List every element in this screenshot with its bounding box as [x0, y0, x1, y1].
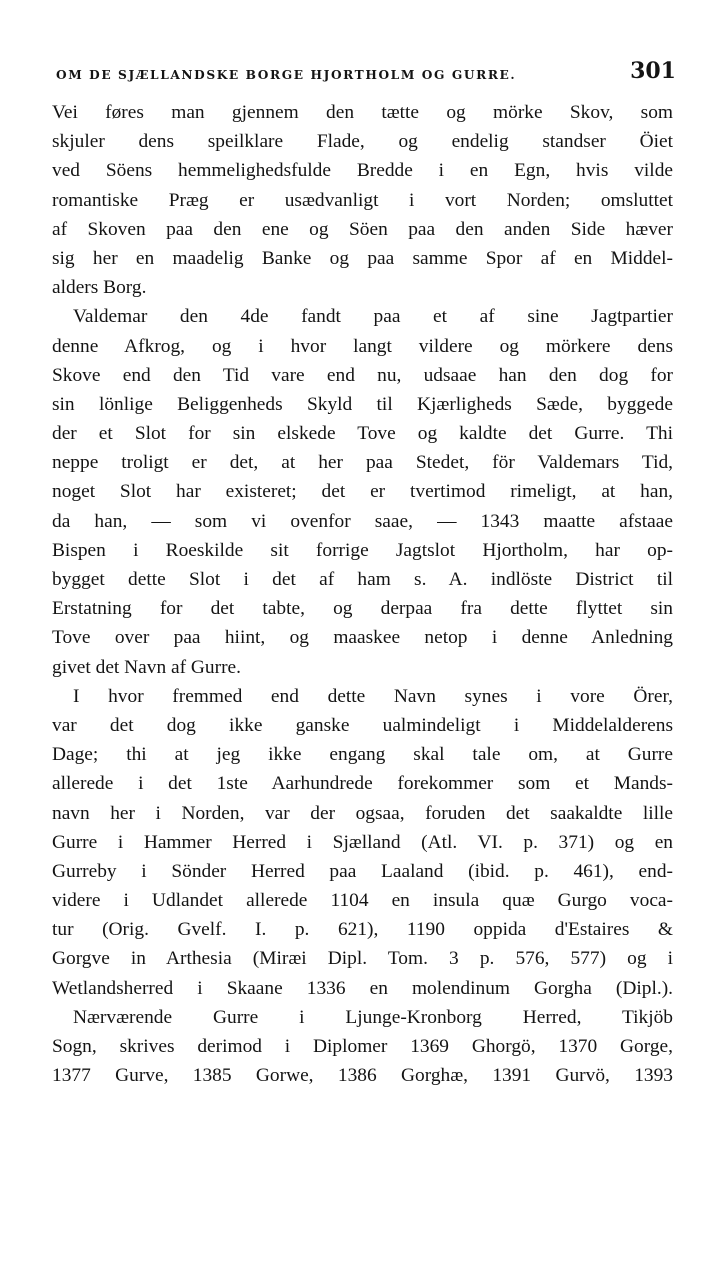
text-line: alders Borg.	[52, 277, 147, 299]
text-line: af Skoven paa den ene og Söen paa den anden Side hæver	[52, 218, 673, 240]
page-number: 301	[630, 58, 676, 84]
text-line: Wetlandsherred i Skaane 1336 en molendinum Gorgha (Dipl.).	[52, 977, 673, 999]
text-line: sig her en maadelig Banke og paa samme Spor af en Middel-	[52, 247, 673, 269]
text-line: noget Slot har existeret; det er tvertimod rimeligt, at han,	[52, 481, 673, 503]
text-line: bygget dette Slot i det af ham s. A. indlöste District til	[52, 569, 673, 590]
paragraph-start-line: Valdemar den 4de fandt paa et af sine Jagtpartier	[73, 306, 673, 328]
text-line: tur (Orig. Gvelf. I. p. 621), 1190 oppida d'Estaires &	[52, 919, 673, 941]
text-line: neppe troligt er det, at her paa Stedet, för Valdemars Tid,	[52, 452, 673, 474]
text-line: givet det Navn af Gurre.	[52, 656, 241, 678]
text-line: Skove end den Tid vare end nu, udsaae han den dog for	[52, 364, 673, 386]
text-line: Tove over paa hiint, og maaskee netop i denne Anledning	[52, 627, 673, 649]
text-line: allerede i det 1ste Aarhundrede forekommer som et Mands-	[52, 773, 673, 795]
text-line: var det dog ikke ganske ualmindeligt i Middelalderens	[52, 714, 673, 736]
text-line: Bispen i Roeskilde sit forrige Jagtslot Hjortholm, har op-	[52, 539, 673, 561]
running-title: OM DE SJÆLLANDSKE BORGE HJORTHOLM OG GURRE.	[56, 68, 517, 82]
text-line: ved Söens hemmelighedsfulde Bredde i en Egn, hvis vilde	[52, 160, 673, 182]
paragraph-start-line: I hvor fremmed end dette Navn synes i vore Örer,	[73, 685, 673, 707]
text-line: da han, — som vi ovenfor saae, — 1343 maatte afstaae	[52, 510, 673, 532]
text-line: sin lönlige Beliggenheds Skyld til Kjærligheds Sæde, byggede	[52, 393, 673, 415]
text-line: navn her i Norden, var der ogsaa, foruden det saakaldte lille	[52, 802, 673, 824]
text-line: videre i Udlandet allerede 1104 en insula quæ Gurgo voca-	[52, 890, 673, 912]
text-line: denne Afkrog, og i hvor langt vildere og mörkere dens	[52, 335, 673, 357]
text-line: der et Slot for sin elskede Tove og kaldte det Gurre. Thi	[52, 423, 673, 445]
text-line: 1377 Gurve, 1385 Gorwe, 1386 Gorghæ, 1391 Gurvö, 1393	[52, 1065, 673, 1087]
text-line: romantiske Præg er usædvanligt i vort Norden; omsluttet	[52, 189, 673, 211]
text-line: Gurre i Hammer Herred i Sjælland (Atl. VI. p. 371) og en	[52, 831, 673, 853]
text-line: skjuler dens speilklare Flade, og endelig standser Öiet	[52, 131, 673, 153]
text-line: Gurreby i Sönder Herred paa Laaland (ibid. p. 461), end-	[52, 860, 673, 882]
text-line: Sogn, skrives derimod i Diplomer 1369 Ghorgö, 1370 Gorge,	[52, 1036, 673, 1057]
running-head	[56, 58, 676, 86]
paragraph-start-line: Nærværende Gurre i Ljunge-Kronborg Herred, Tikjöb	[73, 1006, 673, 1028]
text-line: Gorgve in Arthesia (Miræi Dipl. Tom. 3 p. 576, 577) og i	[52, 948, 673, 970]
body-text	[52, 98, 673, 1090]
text-line: Dage; thi at jeg ikke engang skal tale om, at Gurre	[52, 744, 673, 766]
text-line: Erstatning for det tabte, og derpaa fra dette flyttet sin	[52, 598, 673, 620]
text-line: Vei føres man gjennem den tætte og mörke Skov, som	[52, 102, 673, 123]
